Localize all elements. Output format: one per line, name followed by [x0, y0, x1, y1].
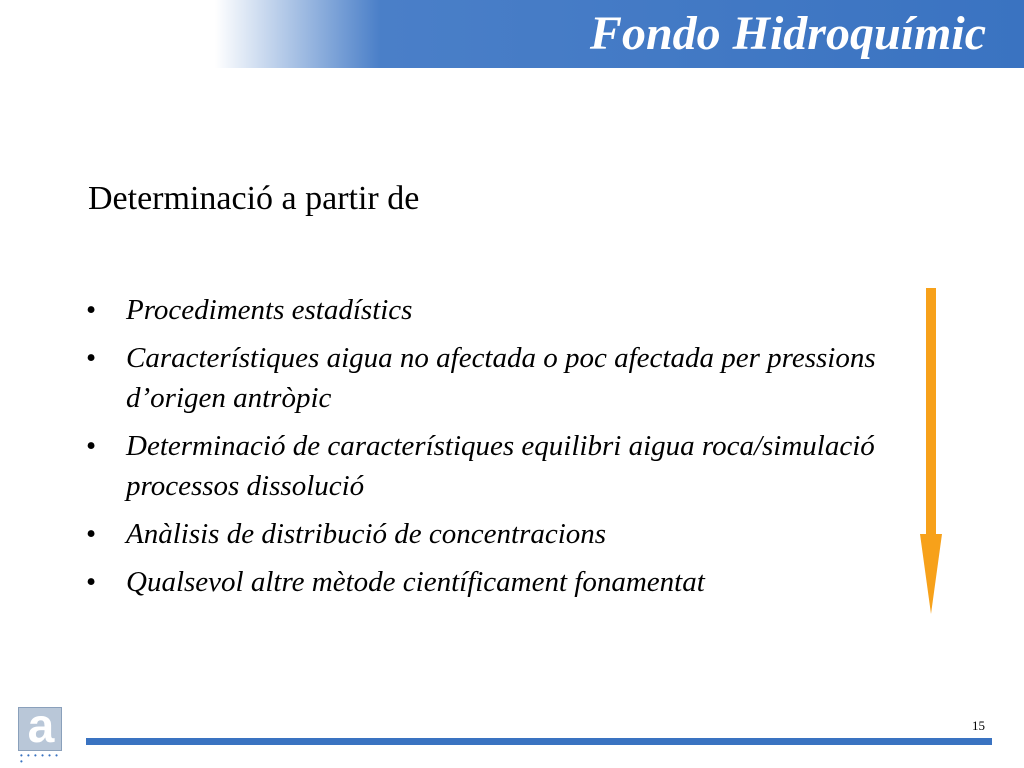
- bullet-text: Anàlisis de distribució de concentracions: [126, 518, 607, 550]
- slide-title: Fondo Hidroquímic: [589, 7, 986, 60]
- bullet-dot-icon: •: [86, 430, 97, 462]
- arrow-shaft: [926, 288, 936, 538]
- title-bar: [0, 0, 1024, 68]
- bullet-text: Característiques aigua no afectada o poc afectada per pressions d’origen antròpic: [126, 342, 876, 414]
- bullet-dot-icon: •: [86, 566, 97, 598]
- bullet-dot-icon: •: [86, 294, 97, 326]
- bullet-item: [86, 290, 886, 330]
- bullet-text: Procediments estadístics: [126, 294, 413, 326]
- down-arrow-icon: [918, 288, 944, 616]
- bullet-item: [86, 514, 886, 554]
- bullet-item: [86, 338, 886, 418]
- bullet-dot-icon: •: [86, 342, 97, 374]
- logo-letter: a: [27, 700, 55, 753]
- bullet-dot-icon: •: [86, 518, 97, 550]
- bullet-item: [86, 426, 886, 506]
- bullet-text: Qualsevol altre mètode científicament fonamentat: [126, 566, 705, 598]
- logo-box: [18, 700, 62, 753]
- footer-divider: [86, 738, 992, 745]
- slide-heading: Determinació a partir de: [88, 180, 420, 217]
- arrow-head: [920, 534, 942, 614]
- company-logo: [16, 700, 64, 766]
- bullet-text: Determinació de característiques equilibri aigua roca/simulació processos dissolució: [126, 430, 875, 502]
- bullet-item: [86, 562, 886, 602]
- logo-dots: • • • • • • •: [20, 751, 59, 766]
- bullet-list: [86, 290, 886, 610]
- page-number: 15: [972, 718, 985, 733]
